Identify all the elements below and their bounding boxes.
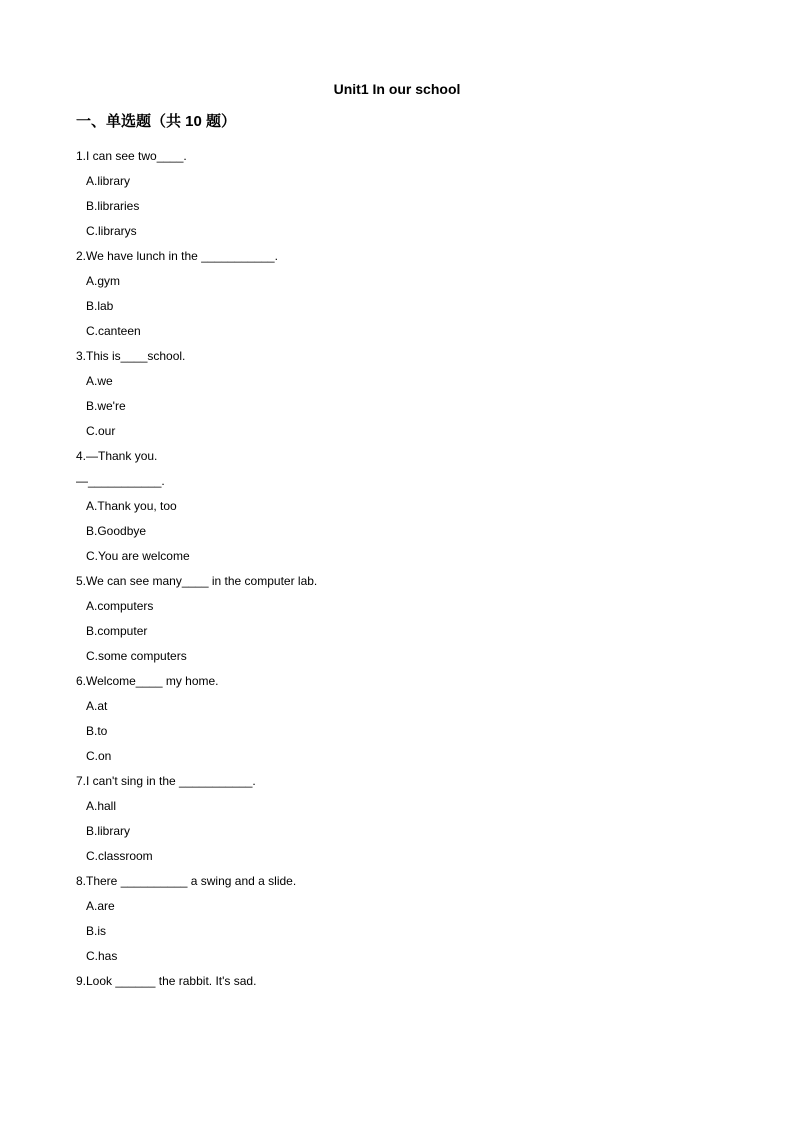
answer-option: A.are [86,899,115,913]
question-item [76,969,736,994]
page-title: Unit1 In our school [333,81,461,97]
question-item [76,344,736,444]
question-item [76,144,736,244]
answer-option: B.library [86,824,131,838]
question-stem: 9.Look ______ the rabbit. It's sad. [76,974,257,988]
question-item [76,444,736,569]
answer-option: B.is [86,924,107,938]
answer-option: C.librarys [86,224,137,238]
answer-option: A.hall [86,799,117,813]
question-stem: 3.This is____school. [76,349,186,363]
question-stem: 2.We have lunch in the ___________. [76,249,278,263]
answer-option: C.our [86,424,116,438]
section-heading: 一、单选题（共 10 题） [76,113,237,130]
question-stem: 8.There __________ a swing and a slide. [76,874,297,888]
answer-option: A.computers [86,599,154,613]
answer-option: A.we [86,374,113,388]
question-stem: 5.We can see many____ in the computer lab. [76,574,318,588]
question-stem: 4.—Thank you. [76,449,158,463]
answer-option: A.gym [86,274,121,288]
answer-option: C.canteen [86,324,141,338]
answer-option: B.computer [86,624,148,638]
question-item [76,669,736,769]
answer-option: C.classroom [86,849,153,863]
answer-option: B.Goodbye [86,524,147,538]
answer-option: C.has [86,949,118,963]
question-stem: 6.Welcome____ my home. [76,674,219,688]
question-stem: 7.I can't sing in the ___________. [76,774,256,788]
answer-option: C.some computers [86,649,187,663]
answer-option: A.at [86,699,108,713]
answer-option: B.libraries [86,199,140,213]
question-stem: —___________. [76,474,165,488]
question-list [76,144,736,994]
question-item [76,769,736,869]
answer-option: A.library [86,174,131,188]
answer-option: C.on [86,749,112,763]
question-item [76,244,736,344]
answer-option: C.You are welcome [86,549,190,563]
answer-option: B.lab [86,299,114,313]
question-stem: 1.I can see two____. [76,149,187,163]
question-item [76,569,736,669]
answer-option: B.to [86,724,108,738]
answer-option: A.Thank you, too [86,499,177,513]
question-item [76,869,736,969]
answer-option: B.we're [86,399,126,413]
